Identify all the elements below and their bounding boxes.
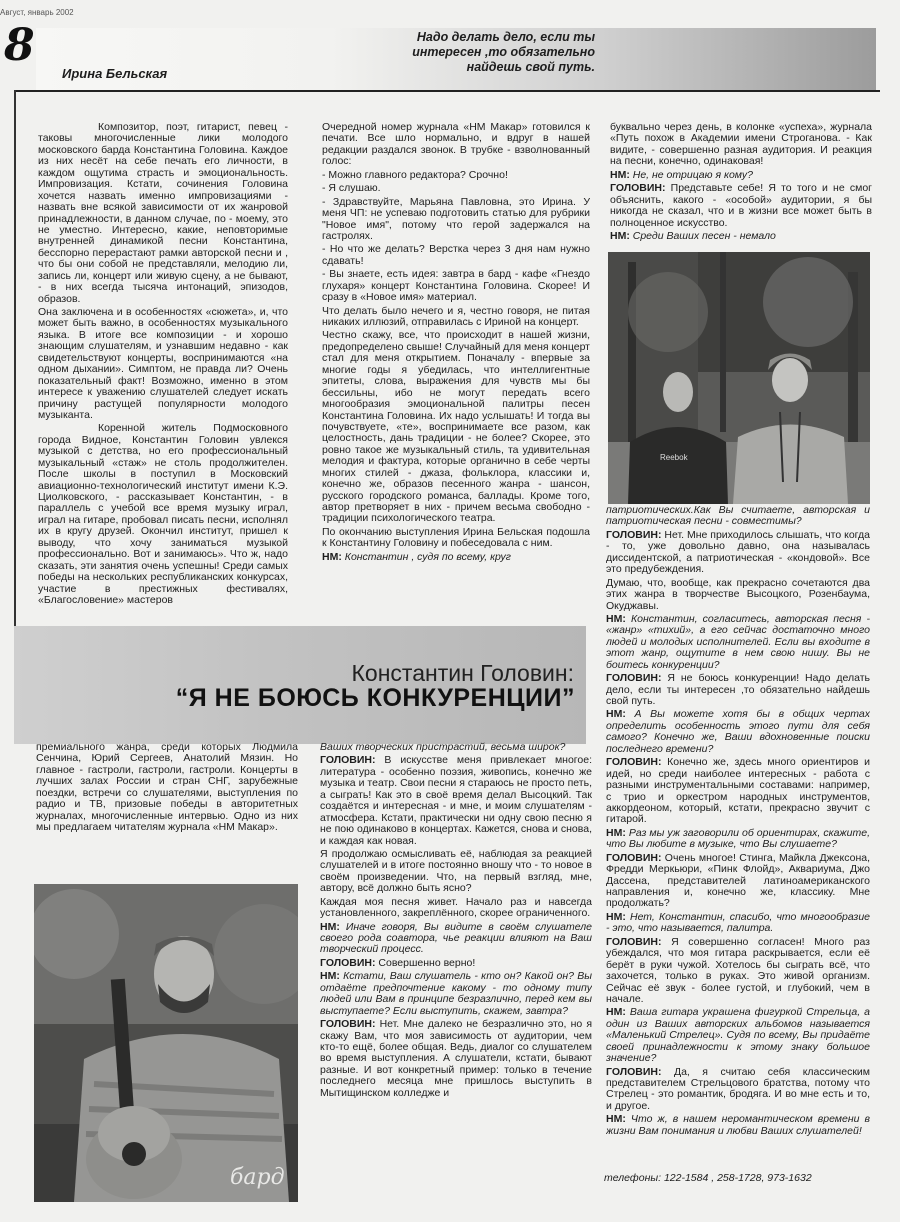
paragraph	[322, 170, 590, 181]
speaker-label: НМ:	[320, 920, 340, 933]
paragraph-text: Кстати, Ваш слушатель - кто он? Какой он? Вы отдаёте предпочтение какому - то одному типу людей или Вам в принципе безразлично, перед кем вы выступаете? Если выступить, скажем, завтра?	[320, 970, 592, 1017]
paragraph-text: Я не боюсь конкуренции! Надо делать дело, если ты интересен ,то обязательно найдешь свой путь.	[606, 672, 870, 707]
paragraph: Она заключена и в особенностях «сюжета», и, что может быть важно, в особенностях музыкального языка. В итоге все композиции - и хорошо знающим слушателям, и узнавшим недавно - как свидетельствуют концерты, воспринимаются «на одном дыхании». Симптом, не правда ли? Очень показательный факт! Возможно, именно в этом интересе к уважению слушателей следует искать причину растущей популярности молодого музыканта.	[38, 306, 288, 421]
paragraph	[320, 971, 592, 1017]
paragraph	[606, 828, 870, 851]
paragraph-text: Ваших творческих пристрастий, весьма широк?	[320, 742, 566, 753]
issue-date: Август, январь 2002	[0, 8, 74, 17]
speaker-label: НМ:	[606, 1006, 626, 1019]
paragraph-text: Каждая моя песня живет. Начало раз и навсегда установленного, закреплённого, скорее ограниченного.	[320, 895, 592, 920]
paragraph	[320, 897, 592, 920]
paragraph-text: Нет. Мне далеко не безразлично это, но я скажу Вам, что моя зависимость от аудитории, чем кто-то ещё, более общая. Ведь, диалог со слушателем во время выступления. А слушатели, кстати, бывают разные. И вот конкретный пример: только в течение последнего месяца мне пришлось выступить в Мытищинском колледже и	[320, 1018, 592, 1099]
paragraph	[610, 122, 872, 168]
header-rule	[14, 90, 880, 92]
article-column-1	[38, 122, 288, 627]
paragraph-text: По окончанию выступления Ирина Бельская подошла к Константину Головину и побеседовала с ним.	[322, 525, 590, 550]
footer-phones: телефоны: 122-1584 , 258-1728, 973-1632	[604, 1172, 812, 1184]
paragraph-text: Совершенно верно!	[378, 956, 476, 969]
paragraph	[606, 1007, 870, 1064]
paragraph	[606, 614, 870, 671]
speaker-label: НМ:	[322, 550, 342, 563]
paragraph	[322, 527, 590, 550]
paragraph	[606, 530, 870, 576]
paragraph-text: Нет. Мне приходилось слышать, что когда - то, уже довольно давно, она называлась диссидентской, а патриотическая - «кондовой». Все это предубеждения.	[606, 528, 870, 576]
paragraph-text: Иначе говоря, Вы видите в своём слушателе своего рода соавтора, чье реакции влияют на Ваш творческий процесс.	[320, 920, 592, 956]
article-column-3-bottom	[606, 505, 870, 1175]
paragraph	[322, 306, 590, 329]
headline-subtitle: Константин Головин:	[351, 660, 574, 686]
speaker-label: ГОЛОВИН:	[606, 935, 662, 948]
paragraph-text: Ваша гитара украшена фигуркой Стрельца, а один из Ваших авторских альбомов называется «Маленький Стрелец». Судя по всему, Вы придаёте своей принадлежности к этому знаку большое значение?	[606, 1006, 870, 1065]
paragraph	[606, 505, 870, 528]
speaker-label: НМ:	[320, 970, 340, 983]
paragraph	[320, 958, 592, 969]
speaker-label: ГОЛОВИН:	[320, 754, 376, 767]
paragraph	[320, 755, 592, 847]
paragraph-text: - Но что же делать? Верстка через 3 дня нам нужно сдавать!	[322, 243, 590, 267]
page-number: 8	[4, 20, 35, 71]
speaker-label: ГОЛОВИН:	[606, 1065, 662, 1078]
paragraph	[322, 269, 590, 303]
paragraph-text: Очень многое! Стинга, Майкла Джексона, Фредди Меркьюри, «Пинк Флойд», Аквариума, Джо Дассена, представителей латиноамериканского направления и, конечно же, классику. Мне продолжать?	[606, 851, 870, 910]
paragraph	[606, 1114, 870, 1137]
speaker-label: НМ:	[606, 708, 626, 721]
left-rule	[14, 90, 16, 635]
speaker-label: НМ:	[606, 1113, 626, 1126]
paragraph	[320, 849, 592, 895]
paragraph-text: А Вы можете хотя бы в общих чертах определить особенность этого пути для себя самого? Конечно же, Ваши вдохновенные поиски последнего времени?	[606, 708, 870, 755]
paragraph-text: Представьте себе! Я то того и не смог объяснить, какого - «особой» аудитории, я бы никогда не сказал, что и в жизни все может быть в полноценное искусство.	[610, 182, 872, 229]
paragraph-text: Раз мы уж заговорили об ориентирах, скажите, что Вы любите в музыке, что Вы слушаете?	[606, 826, 870, 851]
speaker-label: ГОЛОВИН:	[606, 528, 662, 541]
article-column-2-bottom	[320, 742, 592, 1187]
paragraph-text: Да, я считаю себя классическим представителем Стрельцового братства, потому что Стрелец - это романтик, бродяга. И во мне есть и то, и другое.	[606, 1065, 870, 1112]
paragraph: Коренной житель Подмосковного города Видное, Константин Головин увлекся музыкой с детства, но его профессиональный музыкальный «стаж» не столь продолжителен. После школы в поступил в Московский авиационно-технологический институт имени К.Э. Циолковского, - рассказывает Константин, - в параллель с учебой все время музыку играл, играл на гитаре, пробовал писать песни, исполнял их в кругу друзей. Окончил институт, пришел к выводу, что хочу заниматься музыкой профессионально. Вот и занимаюсь». Что ж, надо сказать, эти занятия очень успешны! Среди самых победы на нескольких республиканских конкурсах, участие в престижных фестивалях, «Благословение» мастеров	[38, 422, 288, 606]
paragraph	[606, 709, 870, 755]
paragraph-text: В искусстве меня привлекает многое: литература - особенно поэзия, живопись, конечно же музыка и театр. Свои песни я стараюсь не просто петь, а сыграть! Как это в своё время делал Высоцкий. Так создаётся и интересная - и мне, и моим слушателям - атмосфера. Кстати, практически ни одну свою песню я не пою одинаково в концертах. Кажется, снова и снова, и каждая как новая.	[320, 754, 592, 847]
paragraph-text: - Вы знаете, есть идея: завтра в бард - кафе «Гнездо глухаря» концерт Константина Головина. Скорее! И сразу в «Новое имя» материал.	[322, 268, 590, 304]
speaker-label: ГОЛОВИН:	[320, 956, 376, 969]
speaker-label: НМ:	[610, 229, 630, 242]
paragraph	[320, 1019, 592, 1099]
paragraph	[606, 578, 870, 612]
paragraph	[606, 673, 870, 707]
paragraph	[610, 183, 872, 229]
paragraph-text: Я совершенно согласен! Много раз убеждался, что моя гитара раскрывается, если её берёт в руки чужой. Хотелось бы сыграть всё, что захочется, только в руках. Это живой организм. Сейчас её звук - более густой, и глубокий, чем в начале.	[606, 935, 870, 1005]
headline-title: “Я НЕ БОЮСЬ КОНКУРЕНЦИИ”	[175, 684, 575, 712]
paragraph	[606, 1067, 870, 1113]
speaker-label: ГОЛОВИН:	[606, 672, 662, 685]
paragraph-text: Честно скажу, все, что происходит в нашей жизни, предопределено свыше! Случайный для меня концерт стал для меня открытием. Поначалу - впервые за многие годы я убедилась, что интеллигентные эпитеты, слова, выражения для чувств мы бы бессильны, ибо не могут передать всего многообразия эмоциональной палитры песен Константина Головина. Их надо услышать! И тогда вы почувствуете, «те», воспринимаете все разом, как целостность, дань традиции - не более? Скорее, это ровно такое же музыкальный стиль, та удивительная мелодия и фактура, которые органично в себе черты многих стилей - джаза, фольклора, классики и, конечно же, образов песенного жанра - шансон, русского городского романса, баллады. Кроме того, автор претворяет в них - причем весьма свободно - традиции психологического театра.	[322, 329, 590, 525]
paragraph: премиального жанра, среди которых Людмила Сенчина, Юрий Сергеев, Анатолий Мязин. Но главное - гастроли, гастроли, гастроли. Концерты в лучших залах России и стран СНГ, зарубежные поездки, встречи со слушателями, выступления по радио и ТВ, призовые победы в авторитетных журналах, многочисленные интервью. Одно из них мы предлагаем читателям журнала «НМ Макар».	[36, 742, 298, 834]
paragraph-text: буквально через день, в колонке «успеха», журнала «Путь похож в Академии имени Строганова. - Как видите, - совершенно разная аудитория. И реакция на песни, конечно, одинаковая!	[610, 122, 872, 168]
paragraph-text: Думаю, что, вообще, как прекрасно сочетаются два этих жанра в творчестве Высоцкого, Розенбаума, Окуджавы.	[606, 576, 870, 612]
speaker-label: НМ:	[606, 910, 626, 923]
paragraph-text: - Здравствуйте, Марьяна Павловна, это Ирина. У меня ЧП: не успеваю подготовить статью для рубрики "Новое имя", потому что герой задержался на гастролях.	[322, 195, 590, 242]
shirt-logo: Reebok	[660, 453, 688, 462]
article-column-3-top	[610, 122, 872, 250]
paragraph	[322, 183, 590, 194]
paragraph: Композитор, поэт, гитарист, певец - таковы многочисленные лики молодого московского барда Константина Головина. Каждое из них несёт на себе печать его личности, в каждом ощутима страсть и эмоциональность. Импровизация. Кстати, сочинения Головина хочется назвать именно импровизациями - назвать вне всякой зависимости от их жанровой принадлежности, в данном случае, по - моему, это не уместно. Интересно, какие, неповторимые внутренней динамикой песни Константина, бесспорно перерастают рамки авторской песни и , что бы они собой не представляли, мелодию ли, запись ли, концерт или живую сцену, а не бывают, - в них всегда тысяча интонаций, эпизодов, образов.	[38, 122, 288, 305]
paragraph	[320, 922, 592, 956]
paragraph-text: Константин , судя по всему, круг	[344, 550, 511, 563]
article-column-2	[322, 122, 590, 627]
paragraph-text: Не, не отрицаю я кому?	[632, 168, 753, 181]
photo-bard-guitar	[34, 884, 298, 1202]
paragraph	[606, 912, 870, 935]
header-tagline: Надо делать дело, если ты интересен ,то обязательно найдешь свой путь.	[412, 30, 595, 74]
paragraph-text: Среди Ваших песен - немало	[632, 229, 776, 242]
speaker-label: ГОЛОВИН:	[320, 1018, 376, 1031]
paragraph-text: патриотических.Как Вы считаете, авторская и патриотическая песни - совместимы?	[606, 505, 870, 528]
paragraph-text: Константин, согласитесь, авторская песня - «жанр» «тихий», а его сейчас достаточно много людей и молодых исполнителей. Если вы входите в этот жанр, ощутите в нем свою нишу. Вы не боитесь конкуренции?	[606, 612, 870, 671]
paragraph-text: Очередной номер журнала «НМ Макар» готовился к печати. Все шло нормально, и вдруг в нашей редакции раздался звонок. В трубке - взволнованный голос:	[322, 122, 590, 168]
speaker-label: НМ:	[610, 168, 630, 181]
paragraph-text: Что делать было нечего и я, честно говоря, не питая никаких иллюзий, отправилась с Ириной на концерт.	[322, 304, 590, 328]
paragraph	[322, 197, 590, 243]
author-name: Ирина Бельская	[62, 66, 168, 81]
paragraph	[320, 742, 592, 753]
paragraph	[322, 552, 590, 563]
speaker-label: ГОЛОВИН:	[610, 182, 666, 195]
paragraph	[606, 853, 870, 910]
speaker-label: НМ:	[606, 612, 626, 625]
paragraph	[322, 122, 590, 168]
photo-caption: бард	[230, 1165, 285, 1190]
paragraph-text: Что ж, в нашем неромантическом времени в жизни Вам понимания и любви Ваших слушателей!	[606, 1113, 870, 1137]
paragraph	[606, 757, 870, 826]
paragraph-text: Конечно же, здесь много ориентиров и идей, но среди наиболее интересных - работа с разными инструментальными составами: например, с трио и оркестром народных инструментов, аккордеоном, который, кстати, прекрасно звучит с гитарой.	[606, 756, 870, 826]
speaker-label: НМ:	[606, 826, 626, 839]
paragraph-text: Я продолжаю осмысливать её, наблюдая за реакцией слушателей и в итоге постоянно вношу что - то новое в своём произведении. Что, на первый взгляд, мне, автору, всё должно быть ясно?	[320, 847, 592, 895]
paragraph	[606, 937, 870, 1006]
paragraph	[610, 231, 872, 242]
paragraph	[610, 170, 872, 181]
paragraph-text: - Можно главного редактора? Срочно!	[322, 168, 508, 181]
photo-interview	[608, 252, 870, 504]
paragraph	[322, 330, 590, 524]
paragraph-text: - Я слушаю.	[322, 182, 381, 195]
article-column-1-bottom	[36, 742, 298, 882]
paragraph	[322, 244, 590, 267]
speaker-label: ГОЛОВИН:	[606, 756, 662, 769]
paragraph-text: Нет, Константин, спасибо, что многообразие - это, что называется, палитра.	[606, 910, 870, 935]
speaker-label: ГОЛОВИН:	[606, 851, 662, 864]
